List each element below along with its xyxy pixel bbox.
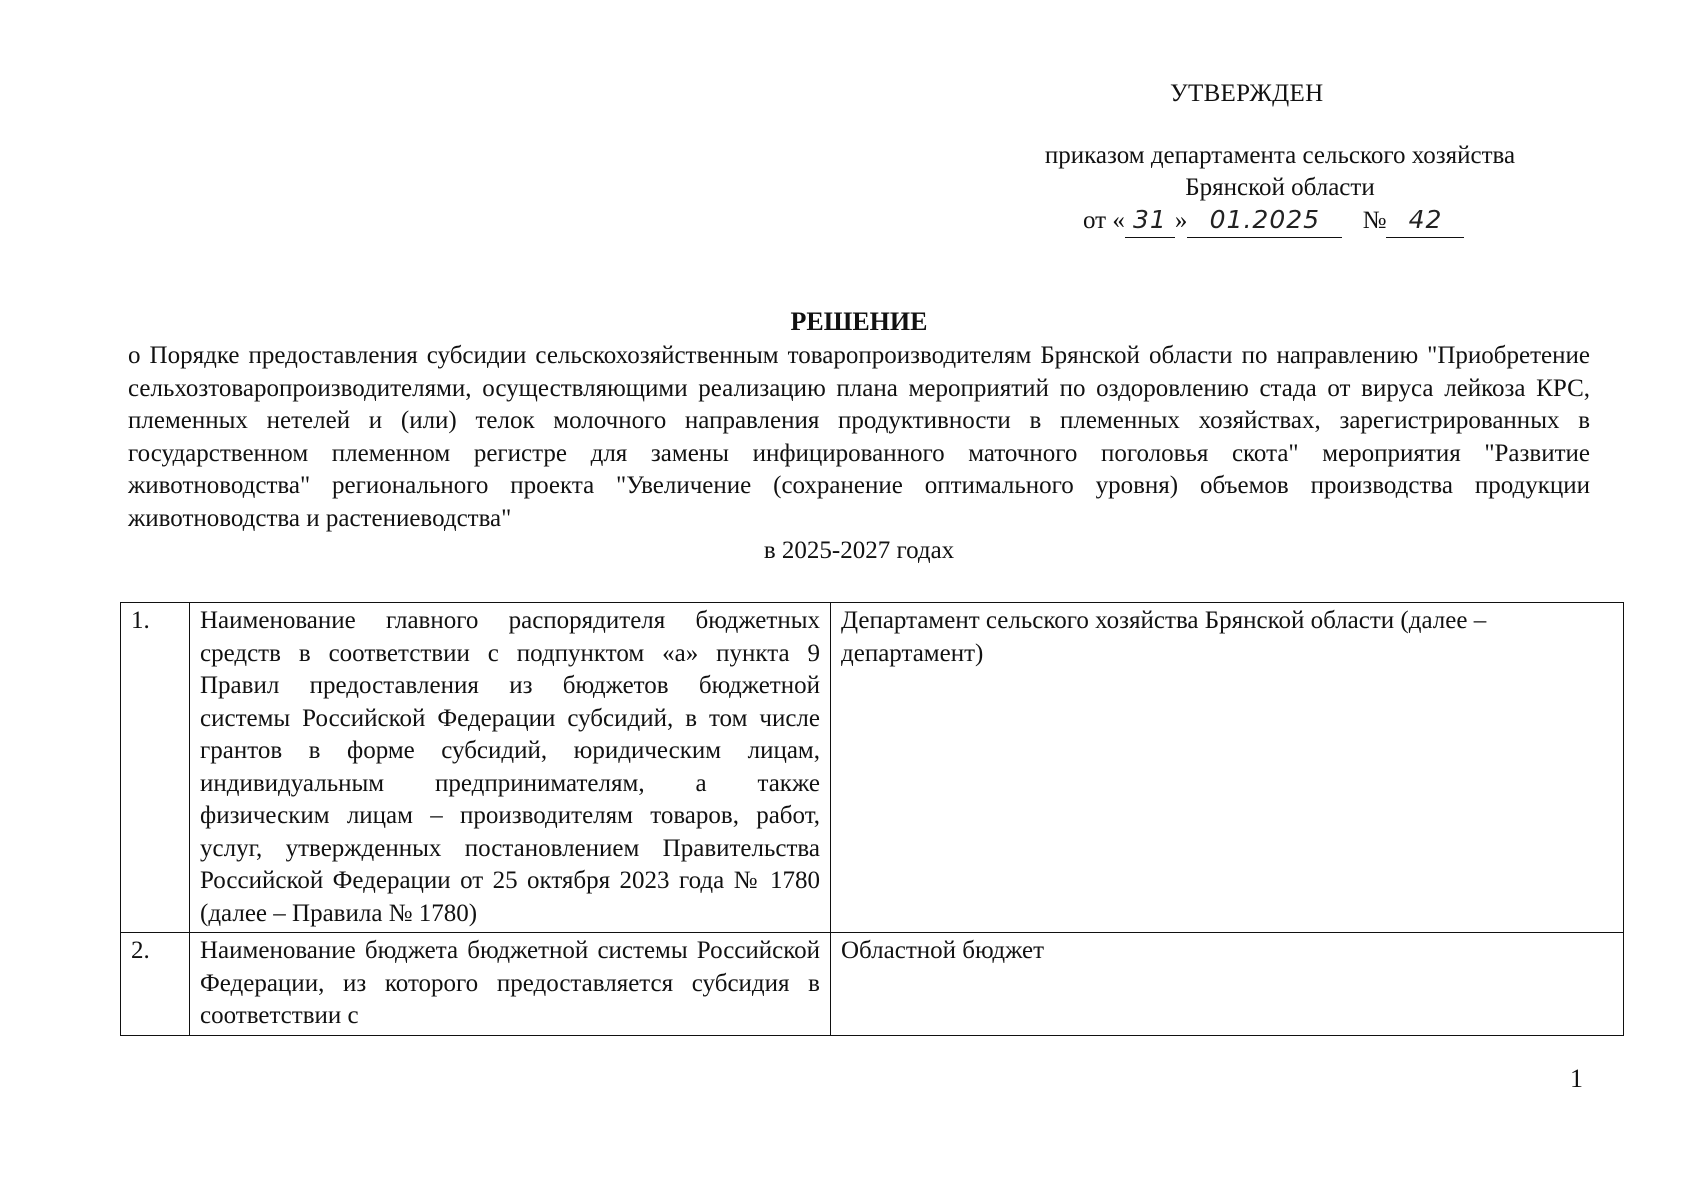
date-mid: » [1174, 207, 1188, 234]
row-value: Областной бюджет [831, 933, 1624, 1036]
document-title: РЕШЕНИЕ [790, 307, 928, 336]
number-field [1386, 204, 1464, 238]
handwritten-month-year: 01.2025 [1209, 205, 1321, 234]
approval-date-row [980, 204, 1580, 236]
page-number: 1 [1570, 1064, 1583, 1093]
approval-region-line: Брянской области [1185, 174, 1375, 201]
date-month-year-field [1187, 204, 1342, 238]
approval-label: УТВЕРЖДЕН [1170, 80, 1324, 107]
approval-order-line: приказом департамента сельского хозяйства [1044, 142, 1516, 169]
table-row [121, 933, 1624, 1036]
decision-table [120, 602, 1624, 1036]
number-sign: № [1362, 207, 1387, 234]
date-prefix: от « [1083, 207, 1125, 234]
row-number: 2. [121, 933, 190, 1036]
document-years: в 2025-2027 годах [763, 537, 955, 564]
document-subject: о Порядке предоставления субсидии сельскохозяйственным товаропроизводителям Брянской области по направлению "Приобретение сельхозтоваропроизводителями, осуществляющими реализацию плана мероприятий по оздоровлению стада от вируса лейкоза КРС, племенных нетелей и (или) телок молочного направления продуктивности в племенных хозяйствах, зарегистрированных в государственном племенном регистре для замены инфицированного маточного поголовья скота" мероприятия "Развитие животноводства" регионального проекта "Увеличение (сохранение оптимального уровня) объемов производства продукции животноводства и растениеводства" [128, 342, 1590, 532]
date-day-field [1125, 204, 1175, 238]
row-description: Наименование главного распорядителя бюджетных средств в соответствии с подпунктом «а» пункта 9 Правил предоставления из бюджетов бюджетной системы Российской Федерации субсидий, в том числе грантов в форме субсидий, юридическим лицам, индивидуальным предпринимателям, а также физическим лицам – производителям товаров, работ, услуг, утвержденных постановлением Правительства Российской Федерации от 25 октября 2023 года № 1780 (далее – Правила № 1780) [190, 603, 831, 933]
row-value: Департамент сельского хозяйства Брянской области (далее – департамент) [831, 603, 1624, 933]
handwritten-day: 31 [1132, 205, 1167, 234]
row-number: 1. [121, 603, 190, 933]
approval-block [980, 78, 1580, 236]
handwritten-number: 42 [1408, 205, 1443, 234]
table-row [121, 603, 1624, 933]
row-description: Наименование бюджета бюджетной системы Российской Федерации, из которого предоставляется субсидия в соответствии с [190, 933, 831, 1036]
